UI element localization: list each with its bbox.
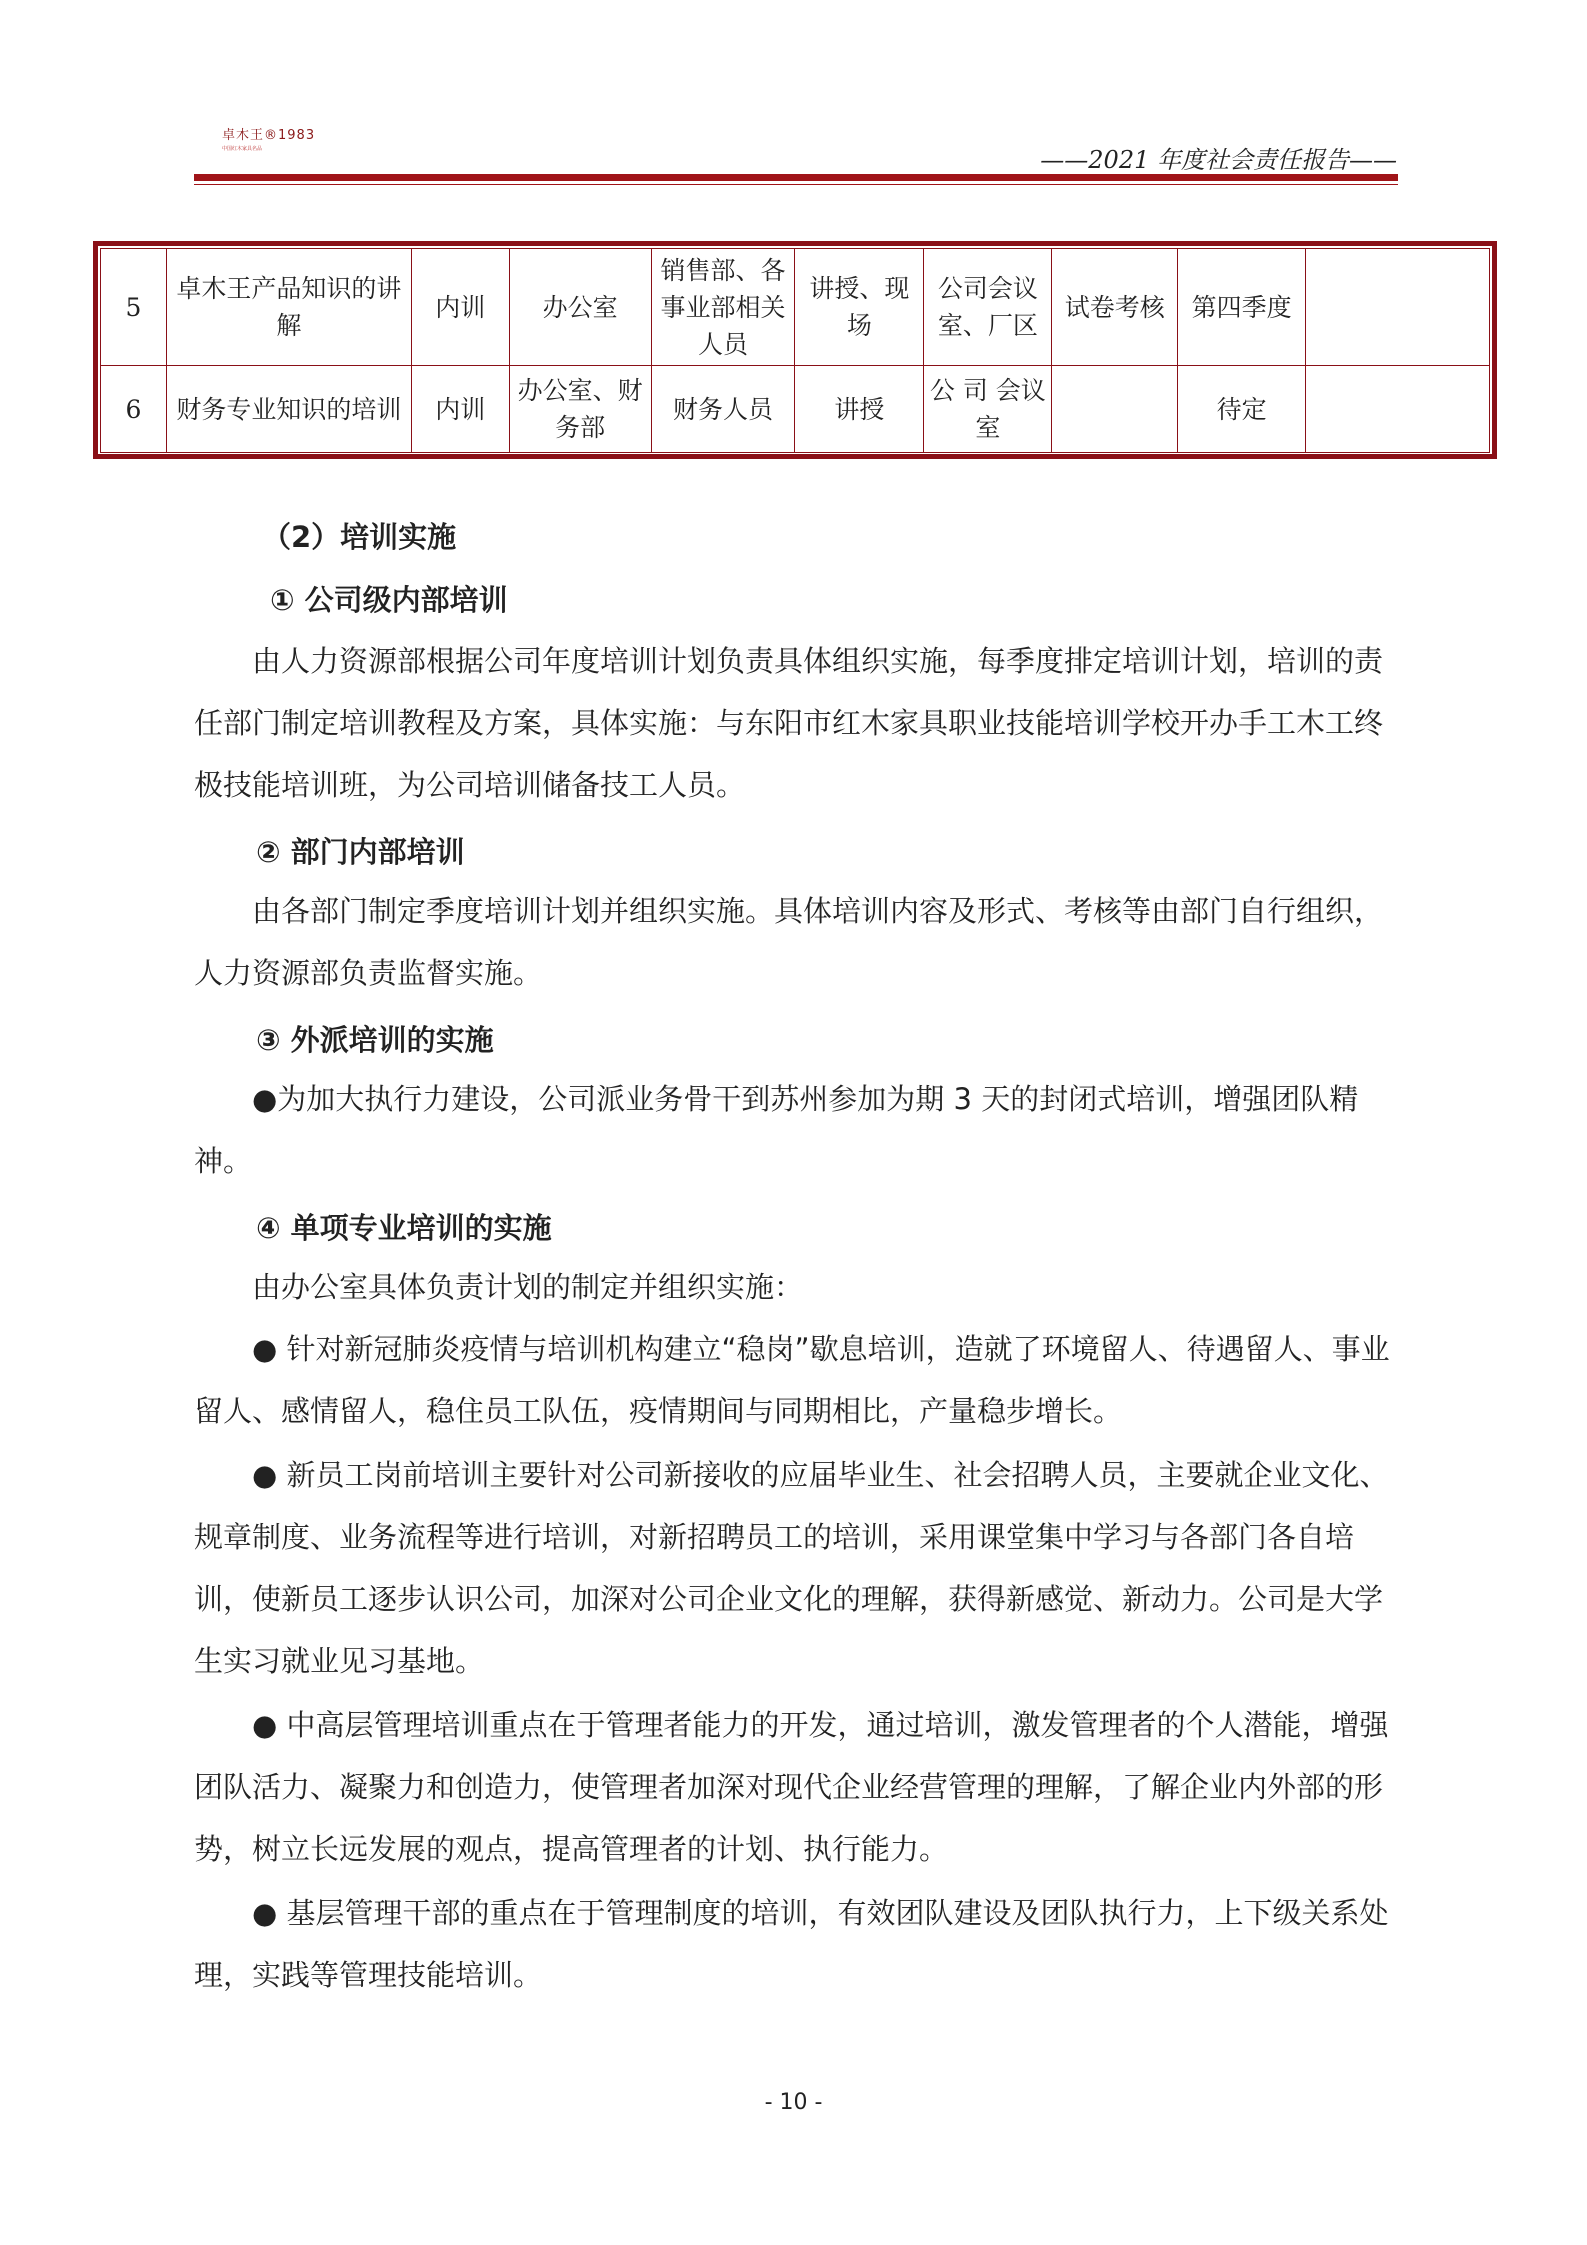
logo-subtext: 中国红木家具名品 xyxy=(222,146,263,152)
table-cell: 卓木王产品知识的讲解 xyxy=(166,249,411,366)
section-heading: （2）培训实施 xyxy=(262,520,457,554)
paragraph: 由各部门制定季度培训计划并组织实施。具体培训内容及形式、考核等由部门自行组织，人力资源部负责监督实施。 xyxy=(194,894,1384,990)
paragraph: ● 中高层管理培训重点在于管理者能力的开发，通过培训，激发管理者的个人潜能，增强团队活力、凝聚力和创造力，使管理者加深对现代企业经营管理的理解，了解企业内外部的形势，树立长远发展的观点，提高管理者的计划、执行能力。 xyxy=(194,1708,1389,1866)
paragraph: ● 新员工岗前培训主要针对公司新接收的应届毕业生、社会招聘人员，主要就企业文化、规章制度、业务流程等进行培训，对新招聘员工的培训，采用课堂集中学习与各部门各自培训，使新员工逐步认识公司，加深对公司企业文化的理解，获得新感觉、新动力。公司是大学生实习就业见习基地。 xyxy=(194,1458,1389,1678)
table-cell: 公 司 会议室 xyxy=(924,366,1052,453)
table-cell: 内训 xyxy=(411,366,509,453)
paragraph: ● 基层管理干部的重点在于管理制度的培训，有效团队建设及团队执行力，上下级关系处理，实践等管理技能培训。 xyxy=(194,1896,1389,1992)
table-cell: 财务专业知识的培训 xyxy=(166,366,411,453)
table-cell: 第四季度 xyxy=(1178,249,1306,366)
table-cell: 财务人员 xyxy=(651,366,795,453)
table-cell: 办公室、财务部 xyxy=(509,366,651,453)
table-cell: 待定 xyxy=(1178,366,1306,453)
header-rule-thin xyxy=(194,184,1398,185)
table-cell: 办公室 xyxy=(509,249,651,366)
table-cell xyxy=(1306,366,1490,453)
page-number: - 10 - xyxy=(764,2090,823,2115)
subsection-heading: ④ 单项专业培训的实施 xyxy=(256,1211,552,1245)
subsection-heading: ② 部门内部培训 xyxy=(256,835,465,869)
table-row xyxy=(101,249,1490,366)
subsection-heading: ① 公司级内部培训 xyxy=(270,583,508,617)
paragraph: 由人力资源部根据公司年度培训计划负责具体组织实施，每季度排定培训计划，培训的责任部门制定培训教程及方案，具体实施：与东阳市红木家具职业技能培训学校开办手工木工终极技能培训班，为公司培训储备技工人员。 xyxy=(194,644,1384,802)
paragraph: ●为加大执行力建设，公司派业务骨干到苏州参加为期 3 天的封闭式培训，增强团队精神。 xyxy=(194,1082,1359,1178)
logo-text: 卓木王®1983 xyxy=(222,128,316,143)
header-rule xyxy=(194,174,1398,181)
table-cell: 内训 xyxy=(411,249,509,366)
table-cell: 销售部、各事业部相关人员 xyxy=(651,249,795,366)
table-cell: 公司会议室、厂区 xyxy=(924,249,1052,366)
report-title: ——2021 年度社会责任报告—— xyxy=(1040,146,1397,174)
subsection-heading: ③ 外派培训的实施 xyxy=(256,1023,494,1057)
paragraph: 由办公室具体负责计划的制定并组织实施： xyxy=(252,1270,804,1304)
table-cell: 讲授 xyxy=(795,366,924,453)
table-cell xyxy=(1306,249,1490,366)
company-logo xyxy=(222,124,320,154)
table-cell: 讲授、现场 xyxy=(795,249,924,366)
table-cell: 5 xyxy=(101,249,167,366)
paragraph: ● 针对新冠肺炎疫情与培训机构建立“稳岗”歇息培训，造就了环境留人、待遇留人、事业留人、感情留人，稳住员工队伍，疫情期间与同期相比，产量稳步增长。 xyxy=(194,1332,1390,1428)
table-cell: 6 xyxy=(101,366,167,453)
table-row xyxy=(101,366,1490,453)
table-cell: 试卷考核 xyxy=(1052,249,1178,366)
training-plan-table xyxy=(100,248,1490,453)
table-cell xyxy=(1052,366,1178,453)
